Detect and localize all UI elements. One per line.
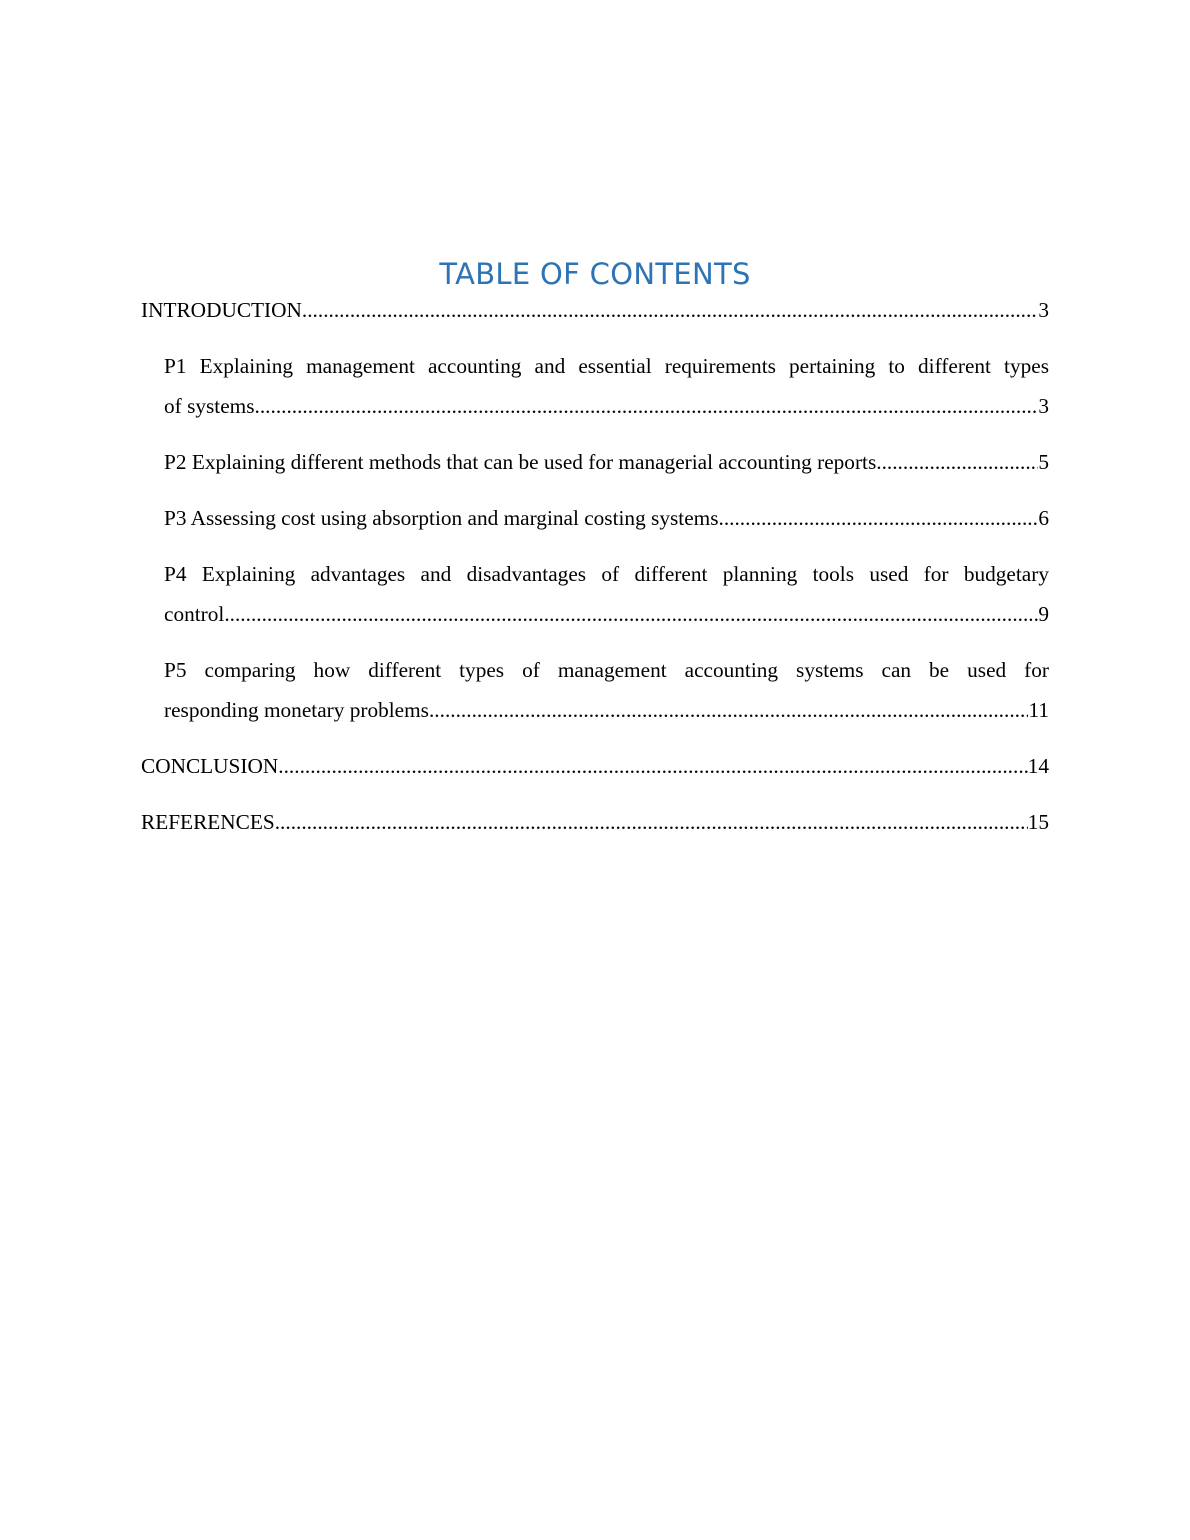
toc-entry-label: responding monetary problems xyxy=(164,698,429,722)
toc-entry-label: control xyxy=(164,602,225,626)
toc-entry-line xyxy=(141,746,1049,786)
toc-entry-p1[interactable] xyxy=(141,346,1049,426)
toc-entry-line xyxy=(164,386,1049,426)
toc-entry-page: 14 xyxy=(1027,754,1049,778)
toc-entry-label: P2 Explaining different methods that can be used for managerial accounting reports xyxy=(164,450,877,474)
toc-entry-label-line1: P1 Explaining management accounting and essential requirements pertaining to different types xyxy=(164,354,1049,378)
toc-entry-conclusion[interactable] xyxy=(141,746,1049,786)
toc-entry-label: CONCLUSION xyxy=(141,754,279,778)
toc-entry-p2[interactable] xyxy=(141,442,1049,482)
toc-title: TABLE OF CONTENTS xyxy=(439,257,751,291)
toc-entry-label-line1: P4 Explaining advantages and disadvantages of different planning tools used for budgetary xyxy=(164,562,1049,586)
dot-leader xyxy=(876,442,1038,482)
toc-entry-label-line1: P5 comparing how different types of management accounting systems can be used for xyxy=(164,658,1049,682)
toc-entry-page: 15 xyxy=(1027,810,1049,834)
toc-entry-line xyxy=(141,802,1049,842)
toc-entry-page: 9 xyxy=(1038,602,1049,626)
toc-entry-line xyxy=(164,690,1049,730)
dot-leader xyxy=(275,802,1028,842)
toc-entry-page: 5 xyxy=(1038,450,1049,474)
toc-entry-p4[interactable] xyxy=(141,554,1049,634)
toc-entry-label: P3 Assessing cost using absorption and marginal costing systems xyxy=(164,506,719,530)
toc-entry-line xyxy=(164,594,1049,634)
dot-leader xyxy=(278,746,1027,786)
dot-leader xyxy=(429,690,1029,730)
toc-entry-page: 11 xyxy=(1028,698,1049,722)
toc-entry-page: 3 xyxy=(1038,394,1049,418)
toc-entry-line xyxy=(164,498,1049,538)
dot-leader xyxy=(224,594,1038,634)
toc-entry-line xyxy=(141,290,1049,330)
toc-list xyxy=(141,290,1049,858)
dot-leader xyxy=(255,386,1039,426)
toc-entry-label: INTRODUCTION xyxy=(141,298,302,322)
toc-entry-line xyxy=(164,442,1049,482)
toc-entry-references[interactable] xyxy=(141,802,1049,842)
toc-entry-p5[interactable] xyxy=(141,650,1049,730)
toc-entry-label: REFERENCES xyxy=(141,810,275,834)
toc-entry-p3[interactable] xyxy=(141,498,1049,538)
toc-entry-page: 3 xyxy=(1038,298,1049,322)
toc-entry-label: of systems xyxy=(164,394,255,418)
dot-leader xyxy=(302,290,1038,330)
dot-leader xyxy=(719,498,1039,538)
toc-entry-introduction[interactable] xyxy=(141,290,1049,330)
toc-entry-page: 6 xyxy=(1038,506,1049,530)
